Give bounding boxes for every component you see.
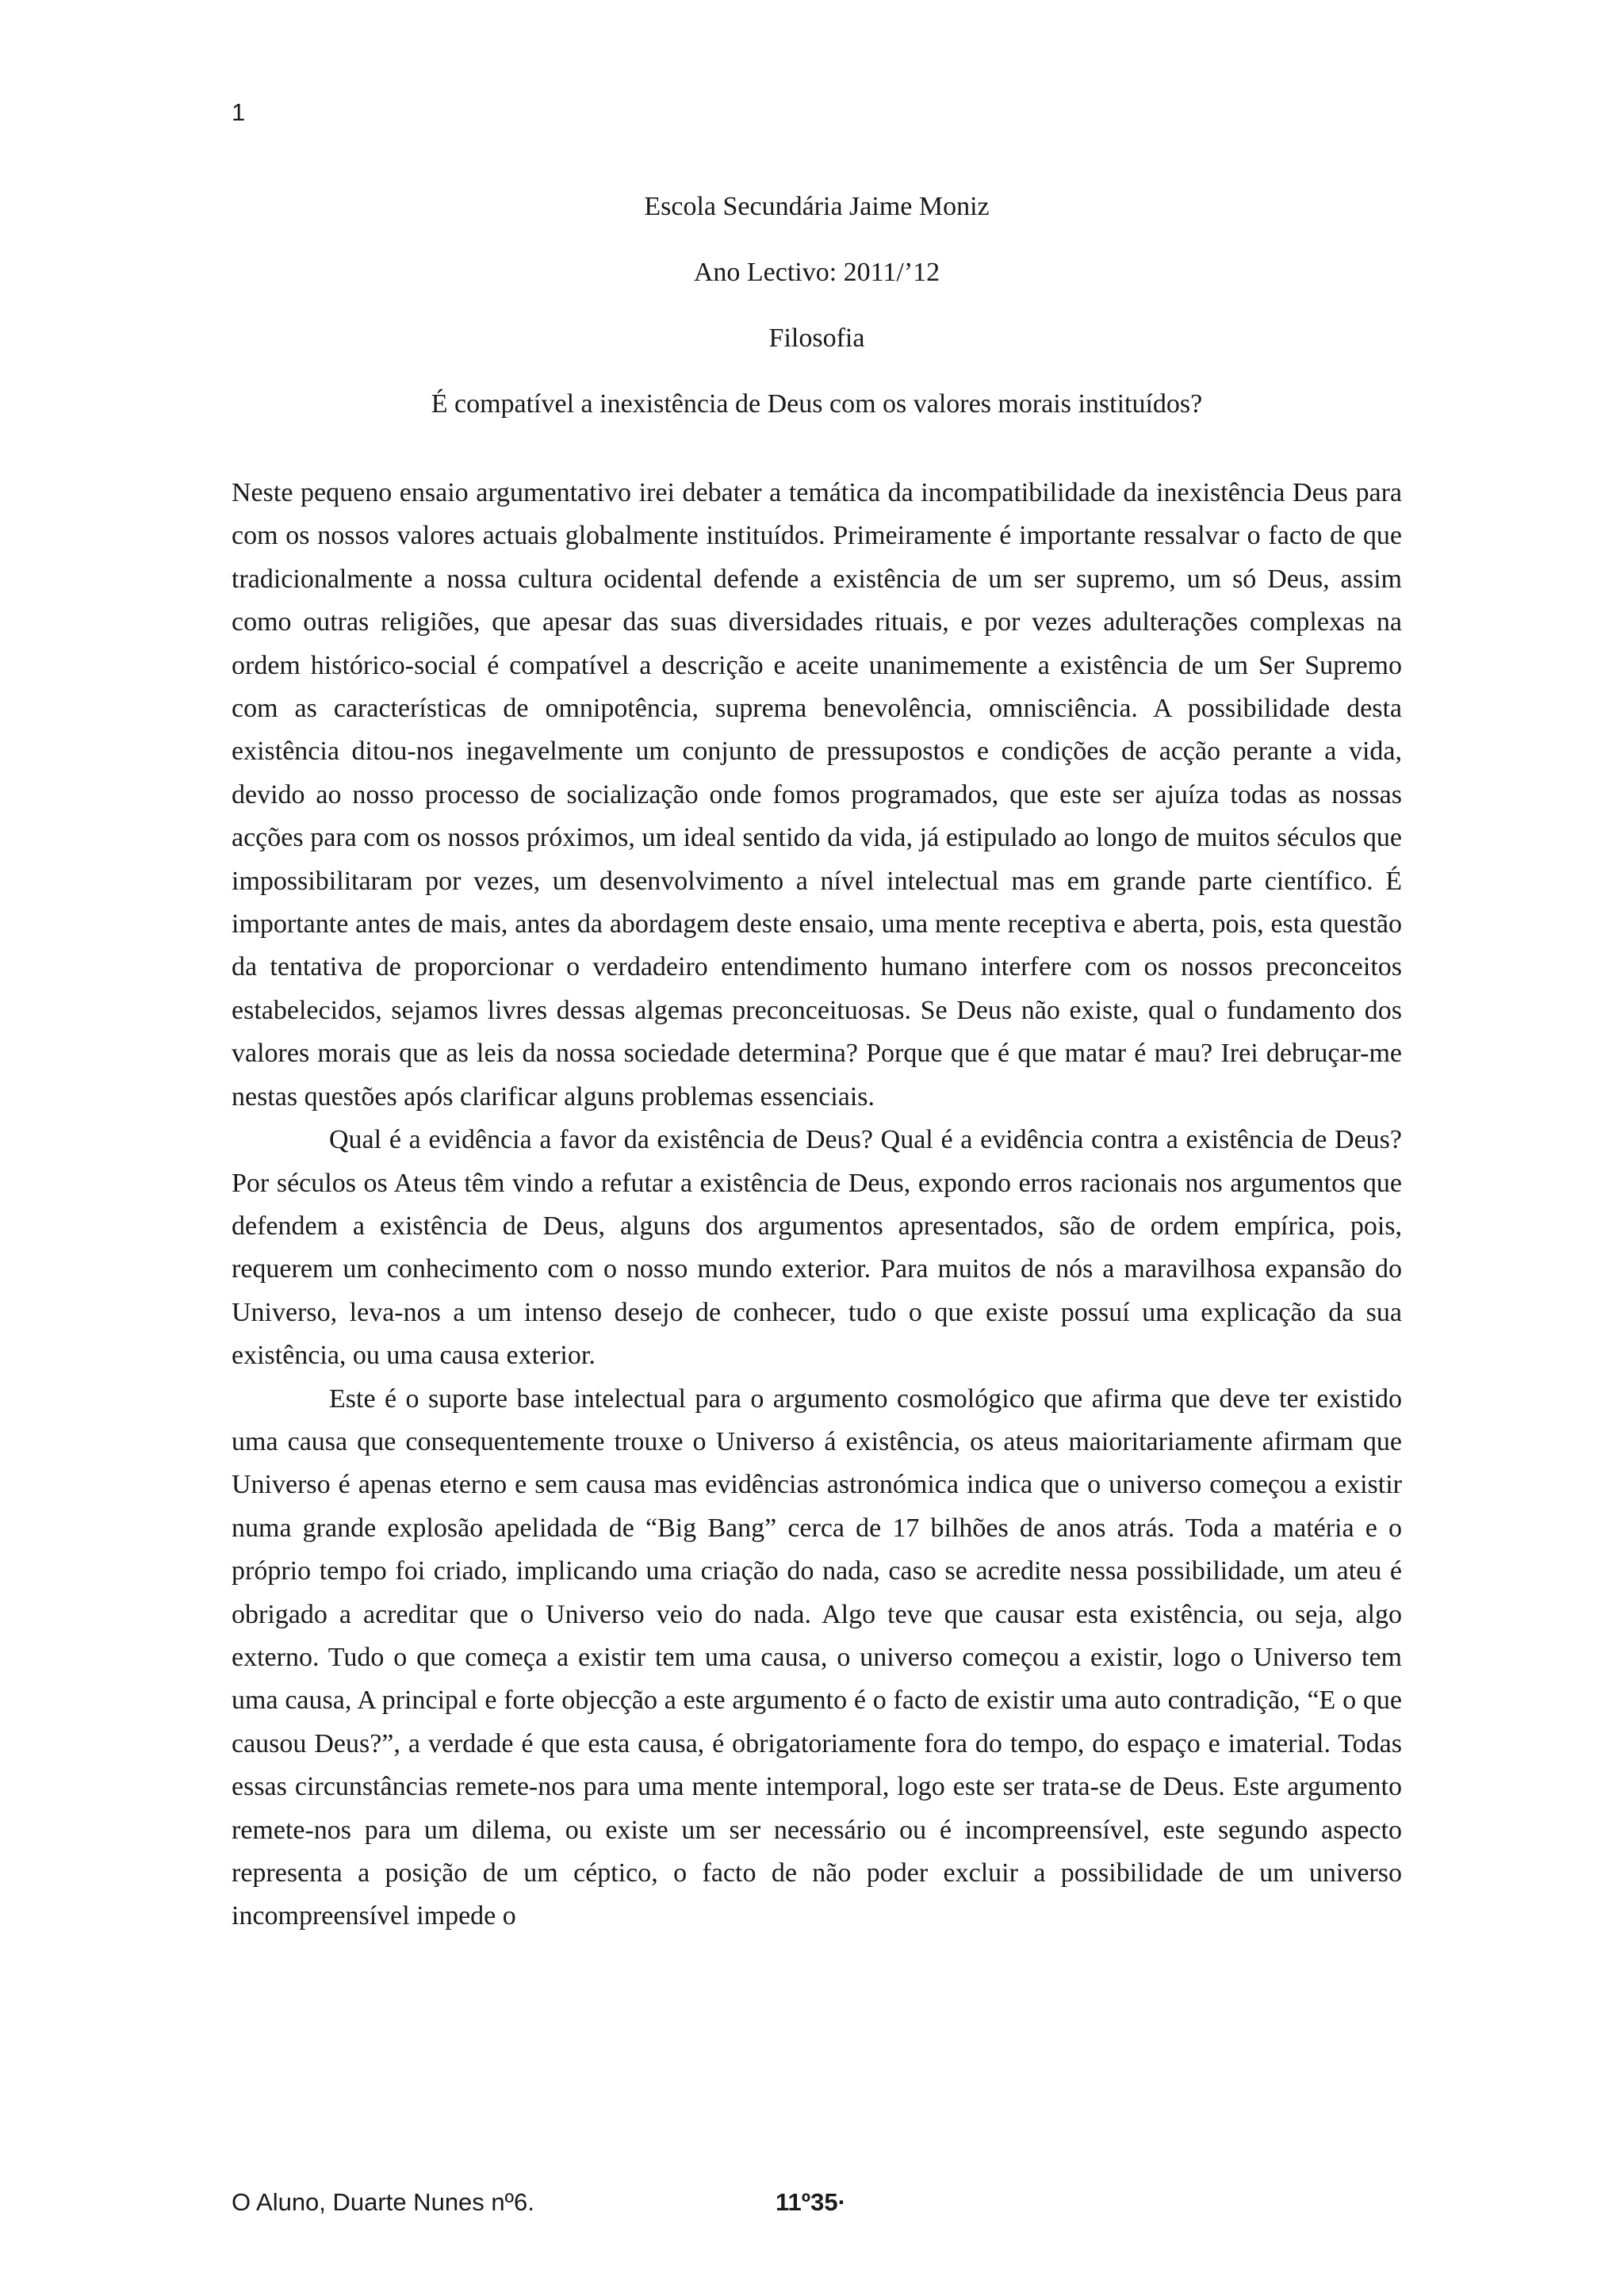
paragraph-3: Este é o suporte base intelectual para o argumento cosmológico que afirma que deve ter existido uma causa que consequentemente trouxe o Universo á existência, os ateus maioritariamente afirmam que Universo é apenas eterno e sem causa mas evidências astronómica indica que o universo começou a existir numa grande explosão apelidada de “Big Bang” cerca de 17 bilhões de anos atrás. Toda a matéria e o próprio tempo foi criado, implicando uma criação do nada, caso se acredite nessa possibilidade, um ateu é obrigado a acreditar que o Universo veio do nada. Algo teve que causar esta existência, ou seja, algo externo. Tudo o que começa a existir tem uma causa, o universo começou a existir, logo o Universo tem uma causa, A principal e forte objecção a este argumento é o facto de existir uma auto contradição, “E o que causou Deus?”, a verdade é que esta causa, é obrigatoriamente fora do tempo, do espaço e imaterial. Todas essas circunstâncias remete-nos para uma mente intemporal, logo este ser trata-se de Deus. Este argumento remete-nos para um dilema, ou existe um ser necessário ou é incompreensível, este segundo aspecto representa a posição de um céptico, o facto de não poder excluir a possibilidade de um universo incompreensível impede o	[232, 1383, 1402, 1931]
subject-title: Filosofia	[768, 323, 865, 353]
footer-class: 11º35·	[776, 2188, 846, 2216]
paragraph-1: Neste pequeno ensaio argumentativo irei debater a temática da incompatibilidade da inexistência Deus para com os nossos valores actuais globalmente instituídos. Primeiramente é importante ressalvar o facto de que tradicionalmente a nossa cultura ocidental defende a existência de um ser supremo, um só Deus, assim como outras religiões, que apesar das suas diversidades rituais, e por vezes adulterações complexas na ordem histórico-social é compatível a descrição e aceite unanimemente a existência de um Ser Supremo com as características de omnipotência, suprema benevolência, omnisciência. A possibilidade desta existência ditou-nos inegavelmente um conjunto de pressupostos e condições de acção perante a vida, devido ao nosso processo de socialização onde fomos programados, que este ser ajuíza todas as nossas acções para com os nossos próximos, um ideal sentido da vida, já estipulado ao longo de muitos séculos que impossibilitaram por vezes, um desenvolvimento a nível intelectual mas em grande parte científico. É importante antes de mais, antes da abordagem deste ensaio, uma mente receptiva e aberta, pois, esta questão da tentativa de proporcionar o verdadeiro entendimento humano interfere com os nossos preconceitos estabelecidos, sejamos livres dessas algemas preconceituosas. Se Deus não existe, qual o fundamento dos valores morais que as leis da nossa sociedade determina? Porque que é que matar é mau? Irei debruçar-me nestas questões após clarificar alguns problemas essenciais.	[232, 478, 1402, 1112]
footer-author: O Aluno, Duarte Nunes nº6.	[232, 2188, 534, 2216]
essay-body	[232, 472, 1402, 1938]
page-number: 1	[232, 98, 246, 126]
paragraph-2: Qual é a evidência a favor da existência de Deus? Qual é a evidência contra a existência de Deus? Por séculos os Ateus têm vindo a refutar a existência de Deus, expondo erros racionais nos argumentos que defendem a existência de Deus, alguns dos argumentos apresentados, são de ordem empírica, pois, requerem um conhecimento com o nosso mundo exterior. Para muitos de nós a maravilhosa expansão do Universo, leva-nos a um intenso desejo de conhecer, tudo o que existe possuí uma explicação da sua existência, ou uma causa exterior.	[232, 1125, 1402, 1371]
school-name: Escola Secundária Jaime Moniz	[644, 192, 990, 221]
school-year: Ano Lectivo: 2011/’12	[693, 258, 940, 287]
document-header	[232, 190, 1402, 453]
essay-question: É compatível a inexistência de Deus com os valores morais instituídos?	[431, 389, 1203, 419]
